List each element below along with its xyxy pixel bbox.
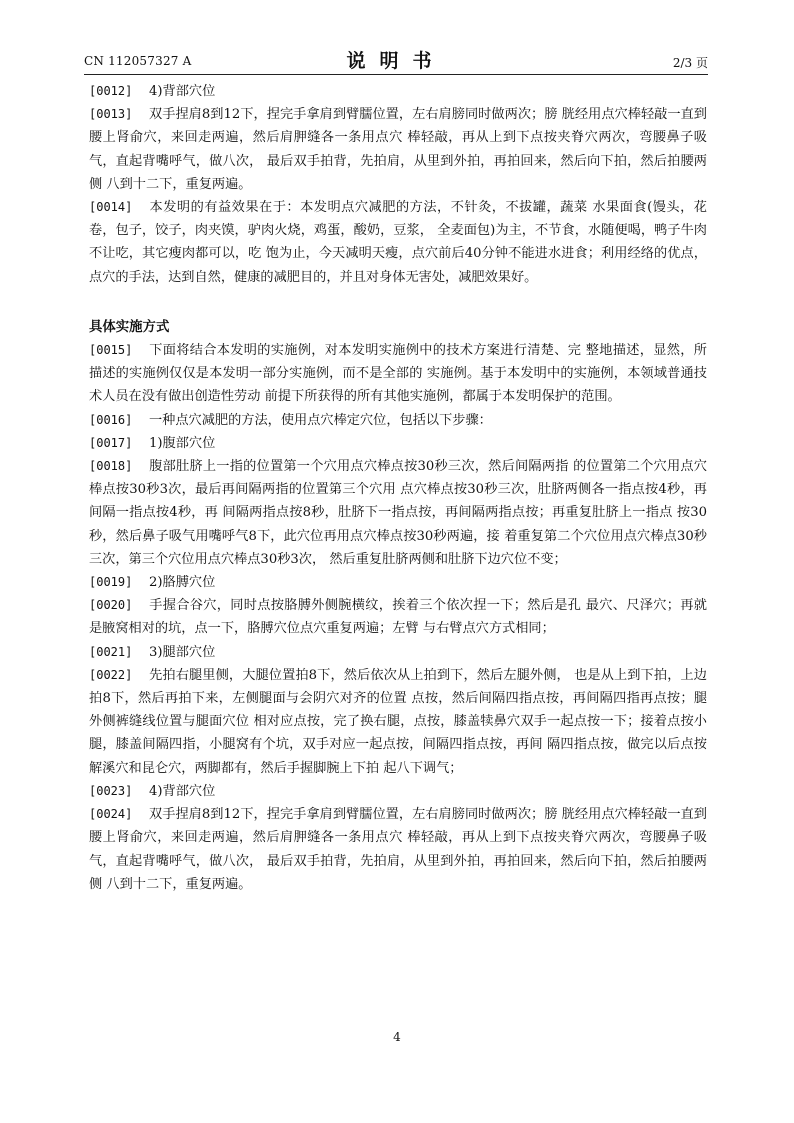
paragraph-text: 1)腹部穴位 <box>149 435 216 451</box>
paragraph-text: 双手捏肩8到12下，捏完手拿肩到臂臑位置，左右肩膀同时做两次；膀 胱经用点穴棒轻敲一直到腰上肾俞穴，来回走两遍，然后肩胛缝各一条用点穴 棒轻敲，再从上到下点按夹脊穴两次，弯腰鼻子吸气，直起背嘴呼气，做八次， 最后双手拍背，先拍肩，从里到外拍，再拍回来，然后向下拍，然后拍腰两侧 八到十二下，重复两遍。 <box>89 807 707 892</box>
paragraph-text: 4)背部穴位 <box>149 84 216 99</box>
paragraph-0015 <box>89 339 707 409</box>
paragraph-text: 腹部肚脐上一指的位置第一个穴用点穴棒点按30秒三次，然后间隔两指 的位置第二个穴用点穴棒点按30秒3次，最后再间隔两指的位置第三个穴用 点穴棒点按30秒三次，肚脐两侧各一指点按4秒，再间隔一指点按4秒，再 间隔两指点按8秒，肚脐下一指点按，再间隔两指点按；再重复肚脐上一指点 按30秒，然后鼻子吸气用嘴呼气8下，此穴位再用点穴棒点按30秒两遍，接 着重复第二个穴位用点穴棒点30秒三次，第三个穴位用点穴棒点30秒3次， 然后重复肚脐两侧和肚脐下边穴位不变； <box>89 459 707 567</box>
paragraph-0016 <box>89 409 707 432</box>
paragraph-number: [0023] <box>89 783 133 798</box>
paragraph-0014 <box>89 196 707 289</box>
paragraph-0013 <box>89 103 707 196</box>
paragraph-number: [0021] <box>89 644 133 659</box>
paragraph-text: 一种点穴减肥的方法，使用点穴棒定穴位，包括以下步骤： <box>149 412 492 428</box>
paragraph-0018 <box>89 455 707 571</box>
section-gap <box>89 289 707 301</box>
section-heading: 具体实施方式 <box>89 318 170 335</box>
paragraph-number: [0014] <box>89 200 133 215</box>
paragraph-0022 <box>89 664 707 780</box>
document-body <box>89 80 707 896</box>
paragraph-0023 <box>89 780 707 803</box>
publication-number: CN 112057327 A <box>84 54 192 68</box>
paragraph-number: [0012] <box>89 84 133 98</box>
paragraph-text: 3)腿部穴位 <box>149 644 216 660</box>
paragraph-number: [0016] <box>89 412 133 427</box>
paragraph-text: 下面将结合本发明的实施例，对本发明实施例中的技术方案进行清楚、完 整地描述，显然，所描述的实施例仅仅是本发明一部分实施例，而不是全部的 实施例。基于本发明中的实施例，本领域普通技术人员在没有做出创造性劳动 前提下所获得的所有其他实施例，都属于本发明保护的范围。 <box>89 343 707 405</box>
paragraph-0019 <box>89 571 707 594</box>
paragraph-text: 4)背部穴位 <box>149 783 216 799</box>
paragraph-0020 <box>89 594 707 640</box>
page-indicator: 2/3 页 <box>672 56 708 70</box>
paragraph-number: [0017] <box>89 435 133 450</box>
paragraph-number: [0022] <box>89 667 133 682</box>
paragraph-0024 <box>89 803 707 896</box>
paragraph-number: [0018] <box>89 459 133 474</box>
paragraph-0017 <box>89 432 707 455</box>
paragraph-number: [0019] <box>89 575 133 590</box>
paragraph-0021 <box>89 641 707 664</box>
paragraph-text: 2)胳膊穴位 <box>149 575 216 591</box>
page-header <box>84 44 708 72</box>
paragraph-0012 <box>89 80 707 103</box>
header-rule <box>84 74 708 75</box>
paragraph-text: 手握合谷穴，同时点按胳膊外侧腕横纹，挨着三个依次捏一下；然后是孔 最穴、尺泽穴；再就是腋窝相对的坑，点一下，胳膊穴位点穴重复两遍；左臂 与右臂点穴方式相同； <box>89 598 707 637</box>
paragraph-number: [0013] <box>89 107 133 122</box>
paragraph-text: 先拍右腿里侧，大腿位置拍8下，然后依次从上拍到下，然后左腿外侧， 也是从上到下拍，上边拍8下，然后再拍下来，左侧腿面与会阴穴对齐的位置 点按，然后间隔四指点按，再间隔四指再点按；腿外侧裤缝线位置与腿面穴位 相对应点按，完了换右腿，点按，膝盖犊鼻穴双手一起点按一下；接着点按小 腿，膝盖间隔四指，小腿窝有个坑，双手对应一起点按，间隔四指点按，再间 隔四指点按，做完以后点按解溪穴和昆仑穴，两脚都有，然后手握脚腕上下拍 起八下调气； <box>89 667 707 776</box>
paragraph-number: [0015] <box>89 343 133 358</box>
paragraph-text: 本发明的有益效果在于：本发明点穴减肥的方法，不针灸，不拔罐，蔬菜 水果面食(馒头，花卷，包子，饺子，肉夹馍，驴肉火烧，鸡蛋，酸奶，豆浆， 全麦面包)为主，不节食，水随便喝，鸭子牛肉不让吃，其它瘦肉都可以，吃 饱为止，今天减明天瘦，点穴前后40分钟不能进水进食；利用经络的优点， 点穴的手法，达到自然，健康的减肥目的，并且对身体无害处，减肥效果好。 <box>89 200 707 285</box>
page-number: 4 <box>393 1030 401 1044</box>
document-title: 说明书 <box>346 50 446 72</box>
paragraph-text: 双手捏肩8到12下，捏完手拿肩到臂臑位置，左右肩膀同时做两次；膀 胱经用点穴棒轻敲一直到腰上肾俞穴，来回走两遍，然后肩胛缝各一条用点穴 棒轻敲，再从上到下点按夹脊穴两次，弯腰鼻子吸气，直起背嘴呼气，做八次， 最后双手拍背，先拍肩，从里到外拍，再拍回来，然后向下拍，然后拍腰两侧 八到十二下，重复两遍。 <box>89 107 707 192</box>
paragraph-number: [0020] <box>89 598 133 613</box>
paragraph-number: [0024] <box>89 807 133 822</box>
